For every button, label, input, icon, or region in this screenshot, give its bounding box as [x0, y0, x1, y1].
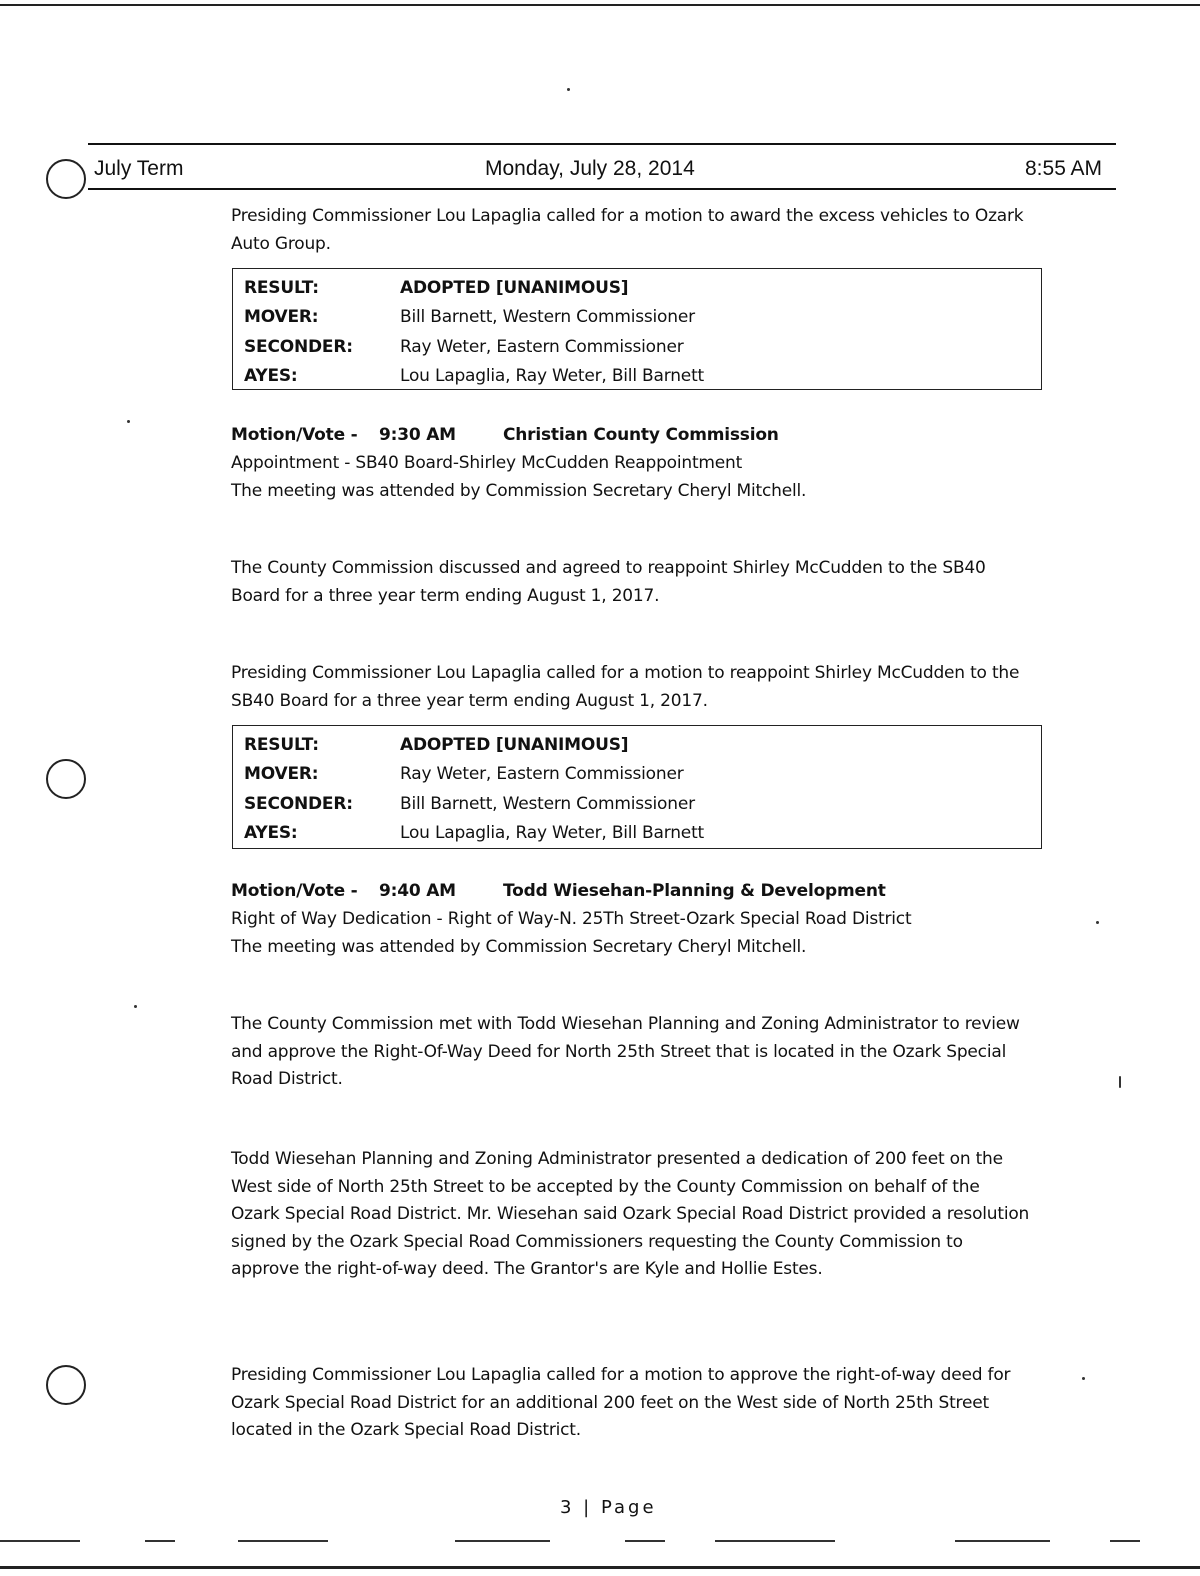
- vote-label: SECONDER:: [244, 793, 353, 814]
- motion-time: 9:40 AM: [379, 881, 456, 901]
- vote-row-result: [233, 273, 1041, 303]
- vote-row-result: [233, 730, 1041, 760]
- vote-row-ayes: [233, 819, 1041, 849]
- meeting-date: Monday, July 28, 2014: [485, 157, 695, 180]
- scan-speck: [1096, 921, 1099, 924]
- motion-time: 9:30 AM: [379, 425, 456, 445]
- vote-value: ADOPTED [UNANIMOUS]: [400, 277, 629, 298]
- vote-row-mover: [233, 303, 1041, 333]
- punch-hole-bottom: [46, 1365, 86, 1405]
- scan-bottom-edge: [0, 1566, 1200, 1569]
- motion-2-subject: Appointment - SB40 Board-Shirley McCudden Reappointment: [231, 453, 743, 473]
- page-number: 3 | Page: [560, 1497, 657, 1518]
- vote-label: MOVER:: [244, 764, 319, 785]
- vote-row-seconder: [233, 789, 1041, 819]
- punch-hole-top: [46, 159, 86, 199]
- motion-heading-2: [231, 425, 779, 445]
- vote-label: RESULT:: [244, 734, 319, 755]
- vote-value: Lou Lapaglia, Ray Weter, Bill Barnett: [400, 366, 704, 387]
- motion-call-paragraph-3: Presiding Commissioner Lou Lapaglia called for a motion to reappoint Shirley McCudden to the SB40 Board for a three year term ending August 1, 2017.: [231, 663, 1020, 711]
- discussion-paragraph-2: The County Commission discussed and agreed to reappoint Shirley McCudden to the SB40 Board for a three year term ending August 1, 2017.: [231, 558, 986, 606]
- term-label: July Term: [94, 157, 184, 180]
- scan-dash: [145, 1540, 175, 1542]
- scan-speck: [1119, 1076, 1121, 1088]
- scan-dash: [1110, 1540, 1140, 1542]
- vote-row-mover: [233, 760, 1041, 790]
- vote-value: Lou Lapaglia, Ray Weter, Bill Barnett: [400, 823, 704, 844]
- motion-body: Christian County Commission: [503, 425, 779, 445]
- scan-dash: [625, 1540, 665, 1542]
- meeting-time: 8:55 AM: [1025, 157, 1103, 180]
- scan-dash: [715, 1540, 835, 1542]
- motion-3-attendance: The meeting was attended by Commission Secretary Cheryl Mitchell.: [231, 937, 807, 957]
- presentation-paragraph-5: Todd Wiesehan Planning and Zoning Administrator presented a dedication of 200 feet on the West side of North 25th Street to be accepted by the County Commission on behalf of the Ozark Special Road District. Mr. Wiesehan said Ozark Special Road District provided a resolution signed by the Ozark Special Road Commissioners requesting the County Commission to approve the right-of-way deed. The Grantor's are Kyle and Hollie Estes.: [231, 1149, 1030, 1279]
- motion-2-attendance: The meeting was attended by Commission Secretary Cheryl Mitchell.: [231, 481, 807, 501]
- scan-speck: [1082, 1377, 1085, 1380]
- vote-value: Ray Weter, Eastern Commissioner: [400, 336, 684, 357]
- vote-value: Ray Weter, Eastern Commissioner: [400, 764, 684, 785]
- scan-speck: [567, 88, 570, 91]
- motion-call-paragraph-6: Presiding Commissioner Lou Lapaglia called for a motion to approve the right-of-way deed for Ozark Special Road District for an additional 200 feet on the West side of North 25th Street located in the Ozark Special Road District.: [231, 1365, 1011, 1440]
- vote-value: Bill Barnett, Western Commissioner: [400, 307, 695, 328]
- vote-row-seconder: [233, 332, 1041, 362]
- motion-call-paragraph-1: Presiding Commissioner Lou Lapaglia called for a motion to award the excess vehicles to Ozark Auto Group.: [231, 206, 1024, 254]
- header-rule-top: [88, 143, 1116, 145]
- motion-heading-3: [231, 881, 886, 901]
- vote-label: AYES:: [244, 823, 298, 844]
- punch-hole-middle: [46, 759, 86, 799]
- motion-label: Motion/Vote -: [231, 881, 358, 901]
- scan-speck: [127, 420, 130, 423]
- scan-dash: [0, 1540, 80, 1542]
- vote-value: Bill Barnett, Western Commissioner: [400, 793, 695, 814]
- discussion-paragraph-4: The County Commission met with Todd Wiesehan Planning and Zoning Administrator to review and approve the Right-Of-Way Deed for North 25th Street that is located in the Ozark Special Road District.: [231, 1014, 1020, 1089]
- motion-label: Motion/Vote -: [231, 425, 358, 445]
- scan-top-edge: [0, 4, 1200, 6]
- vote-result-table-2: [232, 725, 1042, 849]
- motion-body: Todd Wiesehan-Planning & Development: [503, 881, 886, 901]
- scan-speck: [134, 1005, 137, 1008]
- vote-value: ADOPTED [UNANIMOUS]: [400, 734, 629, 755]
- vote-label: RESULT:: [244, 277, 319, 298]
- vote-label: MOVER:: [244, 307, 319, 328]
- scan-dash: [238, 1540, 328, 1542]
- scan-dash: [455, 1540, 550, 1542]
- vote-label: SECONDER:: [244, 336, 353, 357]
- header-rule-bottom: [88, 188, 1116, 190]
- vote-row-ayes: [233, 362, 1041, 392]
- motion-3-subject: Right of Way Dedication - Right of Way-N. 25Th Street-Ozark Special Road District: [231, 909, 912, 929]
- scan-dash: [955, 1540, 1050, 1542]
- vote-result-table-1: [232, 268, 1042, 390]
- vote-label: AYES:: [244, 366, 298, 387]
